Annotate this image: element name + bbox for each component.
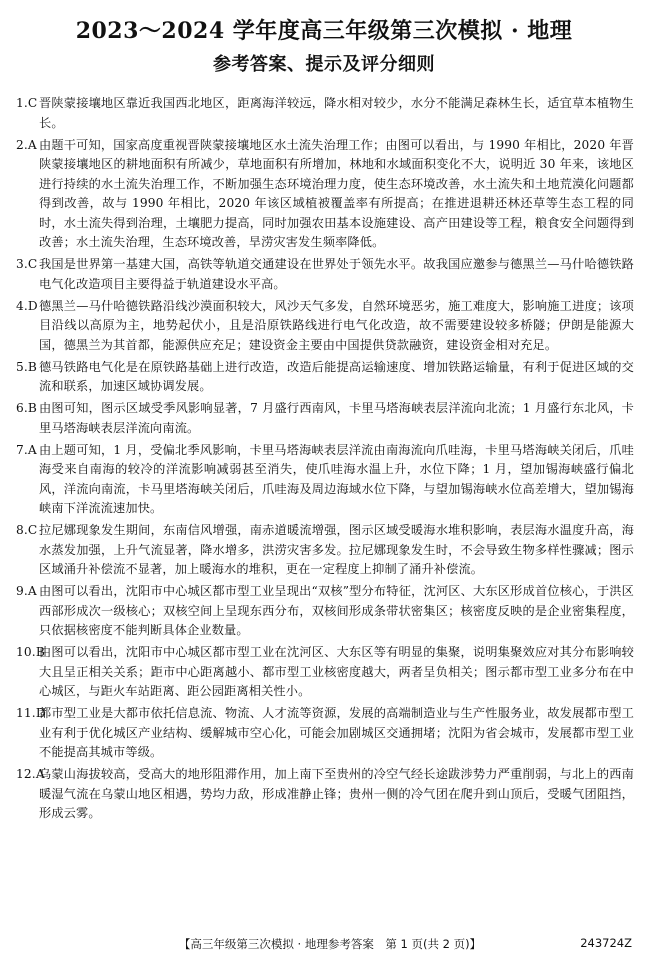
footer-code: 243724Z bbox=[580, 936, 632, 950]
answer-text: 德马铁路电气化是在原铁路基础上进行改造，改造后能提高运输速度、增加铁路运输量，有利于促进区域的交流和联系，加速区域协调发展。 bbox=[39, 359, 634, 393]
answer-number: 11.D bbox=[16, 706, 46, 720]
answer-item bbox=[16, 521, 634, 580]
answer-text: 拉尼娜现象发生期间，东南信风增强，南赤道暖流增强，图示区域受暖海水堆积影响，表层海水温度升高，海水蒸发加强，上升气流显著，降水增多，洪涝灾害多发。拉尼娜现象发生时，不会导致生物多样性骤减；图示区域涌升补偿流不显著，加上暖海水的堆积，更在一定程度上抑制了涌升补偿流。 bbox=[39, 523, 634, 576]
answer-text: 由图可以看出，沈阳市中心城区都市型工业呈现出“双核”型分布特征，沈河区、大东区形成首位核心，于洪区西部形成次一级核心；双核空间上呈现东西分布，双核间形成条带状密集区；核密度反映的是企业密集程度，只依据核密度不能判断具体企业数量。 bbox=[39, 584, 634, 637]
answer-item bbox=[16, 582, 634, 641]
answer-text: 由图可以看出，沈阳市中心城区都市型工业在沈河区、大东区等有明显的集聚，说明集聚效应对其分布影响较大且呈正相关关系；距市中心距离越小、都市型工业核密度越大，两者呈负相关；图示都市型工业多分布在中心城区，与距火车站距离、距公园距离相关性小。 bbox=[39, 645, 634, 698]
answer-item bbox=[16, 255, 634, 294]
answer-text: 我国是世界第一基建大国，高铁等轨道交通建设在世界处于领先水平。故我国应邀参与德黑兰—马什哈德铁路电气化改造项目主要得益于轨道建设水平高。 bbox=[39, 257, 634, 291]
answer-text: 由题干可知，国家高度重视晋陕蒙接壤地区水土流失治理工作；由图可以看出，与 1990 年相比，2020 年晋陕蒙接壤地区的耕地面积有所减少，草地面积有所增加，林地和水域面积变化不大，说明近 30 年来，该地区进行持续的水土流失治理工作，不断加强生态环境治理力度，使生态环境改善，水土流失和土地荒漠化问题都得到改善，故与 1990 年相比，2020 年该区域植被覆盖率有所提高；在推进退耕还林还草等生态工程的同时，水土流失得到治理，土壤肥力提高，同时加强农田基本设施建设、高产田建设等工程，粮食安全问题得到改善；水土流失治理，生态环境改善，旱涝灾害发生频率降低。 bbox=[39, 137, 634, 249]
answer-item bbox=[16, 358, 634, 397]
answer-number: 4.D bbox=[16, 298, 38, 313]
answer-number: 10.B bbox=[16, 645, 45, 659]
answer-item bbox=[16, 765, 634, 824]
page-subtitle: 参考答案、提示及评分细则 bbox=[213, 54, 435, 75]
answer-number: 9.A bbox=[16, 584, 37, 598]
answer-number: 7.A bbox=[16, 442, 37, 457]
answer-number: 5.B bbox=[16, 359, 38, 374]
answer-number: 8.C bbox=[16, 523, 38, 537]
answer-number: 1.C bbox=[16, 96, 38, 110]
page-title: 2023～2024 学年度高三年级第三次模拟 · 地理 bbox=[75, 18, 573, 44]
answer-item bbox=[16, 136, 634, 253]
answer-text: 晋陕蒙接壤地区靠近我国西北地区，距离海洋较远，降水相对较少，水分不能满足森林生长，适宜草本植物生长。 bbox=[39, 96, 634, 130]
answer-text: 由上题可知，1 月，受偏北季风影响，卡里马塔海峡表层洋流由南海流向爪哇海，卡里马塔海峡关闭后，爪哇海受来自南海的较冷的洋流影响减弱甚至消失，使爪哇海水温上升，水位下降；1 月，望加锡海峡盛行偏北风，洋流向南流，卡马里塔海峡关闭后，爪哇海及周边海域水位下降，与望加锡海峡水位高差增大，望加锡海峡南下洋流流速加快。 bbox=[39, 442, 634, 515]
answer-item bbox=[16, 441, 634, 519]
answer-number: 2.A bbox=[16, 137, 37, 152]
answer-text: 都市型工业是大都市依托信息流、物流、人才流等资源，发展的高端制造业与生产性服务业，故发展都市型工业有利于优化城区产业结构、缓解城市空心化，可能会加剧城区交通拥堵；沈阳为省会城市，发展都市型工业不能提高其城市等级。 bbox=[39, 706, 634, 759]
answer-text: 乌蒙山海拔较高，受高大的地形阻滞作用，加上南下至贵州的冷空气经长途跋涉势力严重削弱，与北上的西南暖湿气流在乌蒙山地区相遇，势均力敌，形成准静止锋；贵州一侧的冷气团在爬升到山顶后，受暖气团阻挡，形成云雾。 bbox=[39, 767, 634, 820]
answer-item bbox=[16, 94, 634, 133]
answer-number: 12.A bbox=[16, 767, 45, 781]
answer-item bbox=[16, 643, 634, 702]
footer-page-info: 【高三年级第三次模拟 · 地理参考答案 第 1 页(共 2 页)】 bbox=[178, 937, 482, 951]
answer-item bbox=[16, 704, 634, 763]
answer-item bbox=[16, 297, 634, 356]
answer-item bbox=[16, 399, 634, 438]
answer-list bbox=[16, 94, 634, 826]
answer-number: 3.C bbox=[16, 257, 38, 271]
answer-number: 6.B bbox=[16, 401, 38, 415]
answer-text: 由图可知，图示区域受季风影响显著，7 月盛行西南风，卡里马塔海峡表层洋流向北流；1 月盛行东北风，卡里马塔海峡表层洋流向南流。 bbox=[39, 401, 634, 435]
answer-text: 德黑兰—马什哈德铁路沿线沙漠面积较大，风沙天气多发，自然环境恶劣，施工难度大，影响施工进度；该项目沿线以高原为主，地势起伏小，且是沿原铁路线进行电气化改造，故不需要建设较多桥隧；伊朗是能源大国，德黑兰为其首都，能源供应充足；建设资金主要由中国提供贷款融资，建设资金相对充足。 bbox=[39, 298, 634, 352]
